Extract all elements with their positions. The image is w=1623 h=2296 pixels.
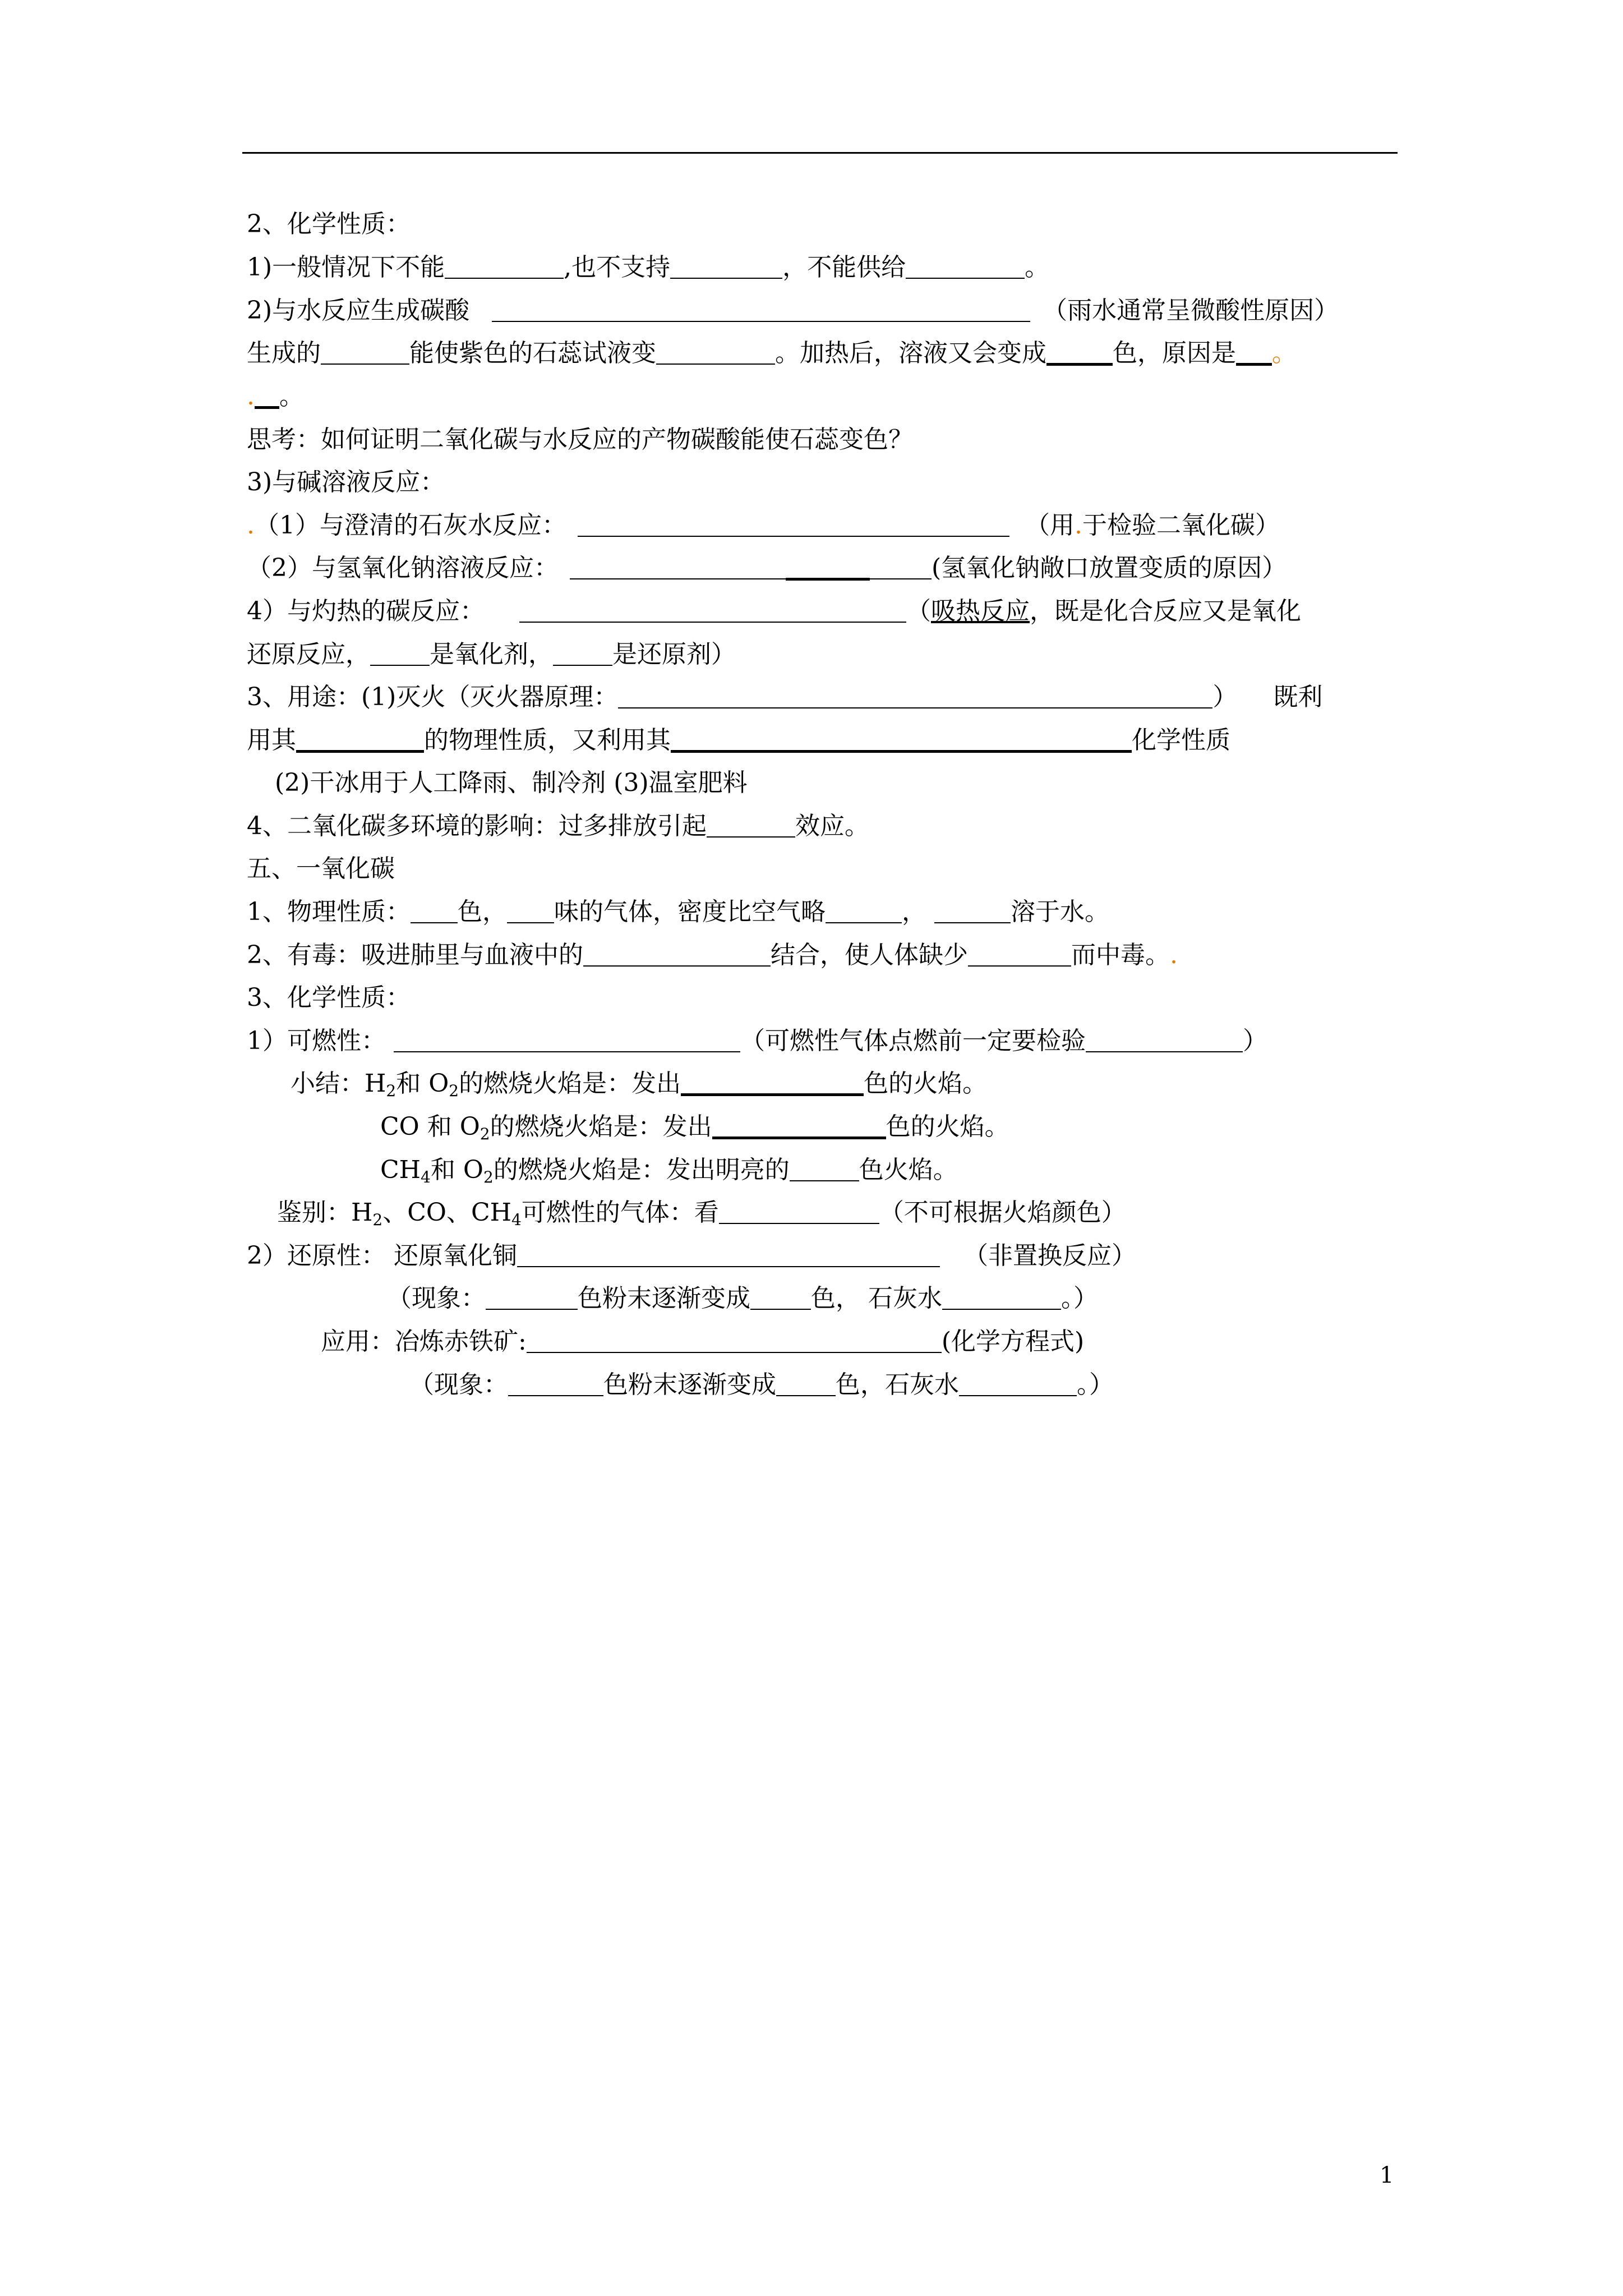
text: （现象： bbox=[409, 1370, 508, 1399]
line-hot-carbon bbox=[247, 595, 1410, 628]
blank[interactable] bbox=[707, 811, 795, 838]
subscript: 2 bbox=[386, 1082, 396, 1100]
line-dry-ice bbox=[275, 766, 1410, 800]
accent-dot: . bbox=[1075, 511, 1082, 540]
blank[interactable] bbox=[445, 252, 564, 279]
line-phenomenon-2 bbox=[409, 1368, 1410, 1402]
text: 应用：冶炼赤铁矿: bbox=[321, 1327, 527, 1356]
subscript: 2 bbox=[483, 1168, 494, 1186]
text: 生成的 bbox=[247, 339, 321, 367]
text: 。） bbox=[1077, 1370, 1114, 1399]
text: 1)一般情况下不能 bbox=[247, 253, 445, 282]
text: （雨水通常呈微酸性原因） bbox=[1043, 296, 1339, 325]
blank[interactable] bbox=[321, 338, 409, 365]
text: 效应。 bbox=[795, 812, 869, 840]
text: 既利 bbox=[1273, 683, 1323, 711]
line-limewater bbox=[247, 509, 1410, 542]
text: 的燃烧火焰是：发出 bbox=[459, 1069, 681, 1098]
line-alkali-reaction bbox=[247, 466, 1410, 499]
blank[interactable] bbox=[656, 338, 775, 365]
text: 的物理性质，又利用其 bbox=[424, 726, 671, 754]
blank[interactable] bbox=[255, 380, 279, 409]
subscript: 2 bbox=[449, 1082, 459, 1100]
line-summary-co bbox=[380, 1110, 1410, 1144]
text: 色，石灰水 bbox=[836, 1370, 959, 1399]
text: 而中毒。 bbox=[1071, 941, 1170, 969]
line-co-chemical-heading bbox=[247, 981, 1410, 1015]
blank[interactable] bbox=[786, 552, 870, 581]
text: 色， 石灰水 bbox=[811, 1284, 942, 1313]
blank[interactable] bbox=[507, 896, 554, 923]
blank[interactable] bbox=[750, 1283, 811, 1310]
text: 2)与水反应生成碳酸 bbox=[247, 296, 470, 325]
line-co-physical bbox=[247, 895, 1410, 929]
blank[interactable] bbox=[776, 1369, 836, 1396]
blank[interactable] bbox=[486, 1283, 578, 1310]
blank[interactable] bbox=[296, 724, 424, 753]
line-environment bbox=[247, 809, 1410, 843]
text: 2、化学性质： bbox=[247, 210, 411, 238]
text: CH bbox=[380, 1156, 421, 1184]
text: ,也不支持 bbox=[564, 253, 671, 282]
text: 吸热反应 bbox=[931, 597, 1030, 625]
line-reason-continued bbox=[247, 380, 1410, 413]
line-co-heading bbox=[247, 852, 1410, 886]
text: ，不能供给 bbox=[782, 253, 906, 282]
text: 3)与碱溶液反应： bbox=[247, 468, 445, 496]
text: （可燃性气体点燃前一定要检验 bbox=[740, 1027, 1086, 1055]
text: 的燃烧火焰是：发出明亮的 bbox=[493, 1156, 790, 1184]
text: （不可根据火焰颜色） bbox=[879, 1198, 1126, 1227]
line-thinking-question bbox=[247, 423, 1410, 457]
blank[interactable] bbox=[553, 639, 612, 666]
blank[interactable] bbox=[519, 596, 906, 623]
blank[interactable] bbox=[570, 553, 786, 579]
line-application bbox=[321, 1325, 1410, 1359]
blank[interactable] bbox=[671, 724, 1132, 753]
text: ，既是化合反应又是氧化 bbox=[1030, 597, 1301, 625]
text: 3、化学性质： bbox=[247, 983, 411, 1012]
header-rule bbox=[242, 152, 1398, 154]
text: 还原反应， bbox=[247, 640, 370, 669]
blank[interactable] bbox=[968, 940, 1071, 967]
text: （2）与氢氧化钠溶液反应： bbox=[247, 554, 559, 582]
text: 色粉末逐渐变成 bbox=[603, 1370, 776, 1399]
line-reducibility bbox=[247, 1239, 1410, 1273]
blank[interactable] bbox=[670, 252, 782, 279]
text: 。 bbox=[279, 382, 304, 411]
text: 思考：如何证明二氧化碳与水反应的产物碳酸能使石蕊变色？ bbox=[247, 425, 913, 454]
blank[interactable] bbox=[583, 940, 771, 967]
blank[interactable] bbox=[527, 1326, 942, 1353]
blank[interactable] bbox=[411, 896, 458, 923]
blank[interactable] bbox=[618, 682, 1212, 708]
blank[interactable] bbox=[1236, 337, 1272, 366]
text: （非置换反应） bbox=[963, 1241, 1136, 1270]
text: 用其 bbox=[247, 726, 296, 754]
line-identification bbox=[277, 1196, 1410, 1230]
text: 。） bbox=[1061, 1284, 1098, 1313]
line-uses bbox=[247, 680, 1410, 714]
line-redox bbox=[247, 638, 1410, 671]
subscript: 2 bbox=[372, 1211, 383, 1229]
text: 色粉末逐渐变成 bbox=[578, 1284, 750, 1313]
subscript: 4 bbox=[421, 1168, 431, 1186]
blank[interactable] bbox=[492, 295, 1030, 322]
text: 色的火焰。 bbox=[886, 1112, 1009, 1141]
text: 是氧化剂， bbox=[430, 640, 553, 669]
text: 色，原因是 bbox=[1113, 339, 1236, 367]
text: (氢氧化钠敞口放置变质的原因） bbox=[932, 554, 1287, 582]
text: 和 O bbox=[430, 1156, 483, 1184]
line-chem-properties-heading bbox=[247, 208, 1410, 241]
text: 色， bbox=[458, 898, 507, 926]
blank[interactable] bbox=[508, 1369, 603, 1396]
blank[interactable] bbox=[1086, 1025, 1243, 1052]
line-litmus bbox=[247, 337, 1410, 370]
blank[interactable] bbox=[790, 1154, 859, 1181]
text: 。 bbox=[1025, 253, 1050, 282]
text: 色的火焰。 bbox=[864, 1069, 988, 1098]
text: ） bbox=[1243, 1027, 1267, 1055]
page-number: 1 bbox=[1380, 2162, 1394, 2188]
blank[interactable] bbox=[934, 896, 1011, 923]
blank[interactable] bbox=[517, 1240, 940, 1267]
blank[interactable] bbox=[719, 1197, 879, 1224]
text: 4、二氧化碳多环境的影响：过多排放引起 bbox=[247, 812, 707, 840]
blank[interactable] bbox=[578, 510, 1009, 537]
text: (2)干冰用于人工降雨、制冷剂 (3)温室肥料 bbox=[275, 769, 748, 797]
text: ） bbox=[1212, 683, 1238, 711]
accent-dot: . bbox=[1170, 941, 1178, 969]
accent-dot: . bbox=[247, 382, 255, 411]
text: 溶于水。 bbox=[1011, 898, 1109, 926]
blank[interactable] bbox=[681, 1068, 864, 1096]
text: 色火焰。 bbox=[859, 1156, 958, 1184]
blank[interactable] bbox=[826, 896, 902, 923]
text: 是还原剂） bbox=[612, 640, 736, 669]
line-flammability bbox=[247, 1024, 1410, 1058]
text: （ bbox=[906, 597, 931, 625]
text: CO 和 O bbox=[380, 1112, 480, 1141]
blank[interactable] bbox=[712, 1111, 886, 1139]
text: 小结：H bbox=[291, 1069, 386, 1098]
text: 3、用途：(1)灭火（灭火器原理： bbox=[247, 683, 619, 711]
line-general-properties bbox=[247, 251, 1410, 284]
blank[interactable] bbox=[906, 252, 1025, 279]
text: 的燃烧火焰是：发出 bbox=[490, 1112, 712, 1141]
text: 能使紫色的石蕊试液变 bbox=[409, 339, 656, 367]
text: 和 O bbox=[396, 1069, 449, 1098]
line-summary-ch4 bbox=[380, 1153, 1410, 1187]
text: （1）与澄清的石灰水反应： bbox=[255, 511, 566, 540]
blank[interactable] bbox=[394, 1025, 740, 1052]
subscript: 2 bbox=[479, 1125, 490, 1143]
text: 1、物理性质： bbox=[247, 898, 411, 926]
text: （现象： bbox=[387, 1284, 486, 1313]
text: 于检验二氧化碳） bbox=[1082, 511, 1280, 540]
blank[interactable] bbox=[1046, 337, 1113, 366]
text: ， bbox=[902, 898, 926, 926]
text: 可燃性的气体：看 bbox=[521, 1198, 719, 1227]
blank[interactable] bbox=[959, 1369, 1077, 1396]
accent-dot: . bbox=[247, 511, 255, 540]
text: 五、一氧化碳 bbox=[247, 854, 395, 883]
text: 结合，使人体缺少 bbox=[771, 941, 968, 969]
line-phenomenon-1 bbox=[387, 1282, 1410, 1315]
text: （用 bbox=[1025, 511, 1075, 540]
text: 1）可燃性： bbox=[247, 1027, 386, 1055]
text: 味的气体，密度比空气略 bbox=[554, 898, 826, 926]
line-water-reaction bbox=[247, 294, 1410, 328]
blank[interactable] bbox=[942, 1283, 1061, 1310]
text: 。加热后，溶液又会变成 bbox=[775, 339, 1046, 367]
subscript: 4 bbox=[511, 1211, 522, 1229]
accent-dot: 。 bbox=[1272, 339, 1297, 367]
line-naoh bbox=[247, 551, 1410, 585]
text: 2）还原性： 还原氧化铜 bbox=[247, 1241, 517, 1270]
text: 4）与灼热的碳反应： bbox=[247, 597, 485, 625]
text: 2、有毒：吸进肺里与血液中的 bbox=[247, 941, 583, 969]
blank[interactable] bbox=[870, 553, 932, 579]
blank[interactable] bbox=[370, 639, 430, 666]
text: (化学方程式) bbox=[941, 1327, 1085, 1356]
line-uses-continued bbox=[247, 724, 1410, 757]
line-summary-h2 bbox=[291, 1067, 1410, 1101]
text: 、CO、CH bbox=[382, 1198, 511, 1227]
line-co-toxic bbox=[247, 938, 1410, 972]
text: 化学性质 bbox=[1132, 726, 1230, 754]
text: 鉴别：H bbox=[277, 1198, 373, 1227]
